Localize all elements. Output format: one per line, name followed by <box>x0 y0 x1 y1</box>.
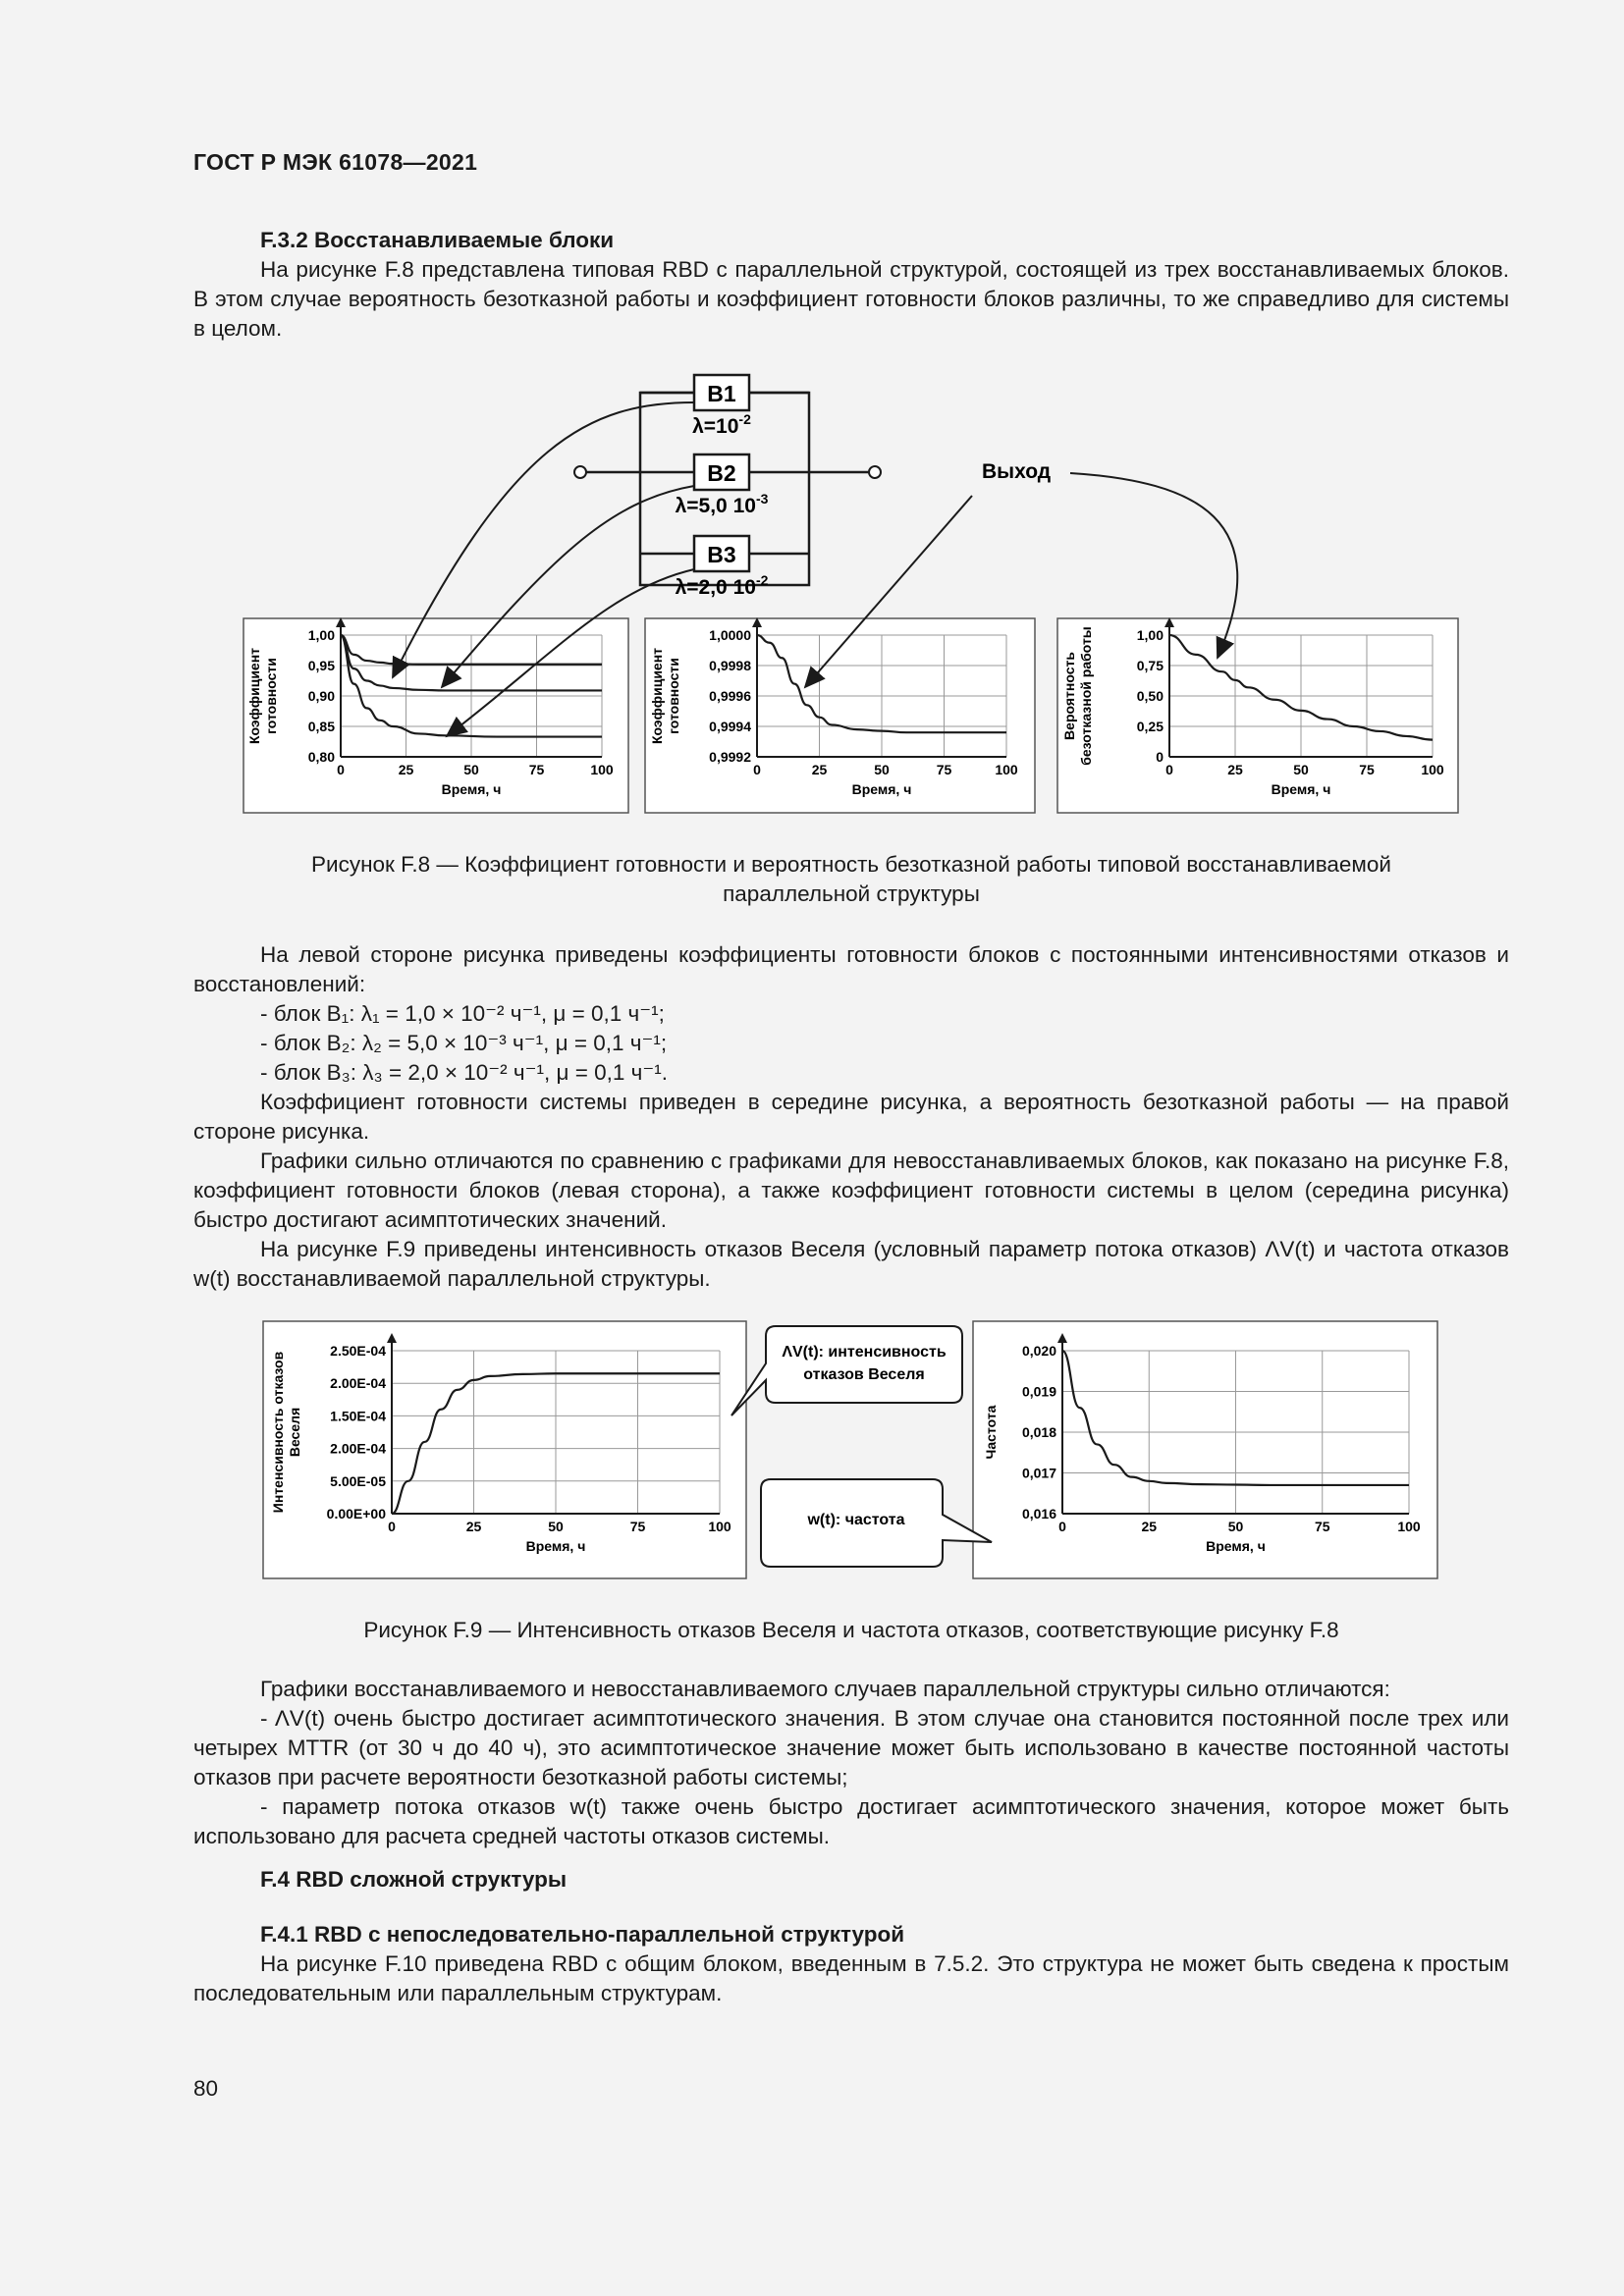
x-tick-label: 0 <box>753 762 761 777</box>
fig9-charts <box>0 1319 1624 1584</box>
chart-0 <box>244 617 628 813</box>
section-f32 <box>193 226 1509 344</box>
fig8-caption-line1: Рисунок F.8 — Коэффициент готовности и вероятность безотказной работы типовой восстанавливаемой <box>311 852 1391 877</box>
block-b3-lambda: λ=2,0 10 <box>675 576 756 599</box>
x-tick-label: 75 <box>629 1519 646 1534</box>
fig9-caption: Рисунок F.9 — Интенсивность отказов Веселя и частота отказов, соответствующие рисунку F.8 <box>363 1618 1339 1642</box>
x-tick-label: 0 <box>388 1519 396 1534</box>
annotation-vesely-text: ΛV(t): интенсивность <box>782 1344 947 1361</box>
y-tick-label: 0,50 <box>1136 688 1164 704</box>
chart-frame <box>1057 618 1458 813</box>
paragraph: Графики сильно отличаются по сравнению с графиками для невосстанавливаемых блоков, как показано на рисунке F.8, коэффициент готовности блоков (левая сторона), а также коэффициент готовности системы в целом (середина рисунка) быстро достигают асимптотических значений. <box>193 1148 1509 1232</box>
list-item: - параметр потока отказов w(t) также очень быстро достигает асимптотического значения, которое может быть использовано для расчета средней частоты отказов системы. <box>193 1794 1509 1848</box>
x-tick-label: 100 <box>995 762 1018 777</box>
y-tick-label: 0,9994 <box>709 719 751 734</box>
block-b3-exp: -2 <box>755 572 769 588</box>
y-tick-label: 0,85 <box>307 719 335 734</box>
x-tick-label: 25 <box>398 762 414 777</box>
paragraph: На левой стороне рисунка приведены коэффициенты готовности блоков с постоянными интенсивностями отказов и восстановлений: <box>193 942 1509 996</box>
chart-3 <box>263 1321 746 1578</box>
y-axis-label: Вероятностьбезотказной работы <box>1061 626 1094 766</box>
list-item: - блок B₂: λ₂ = 5,0 × 10⁻³ ч⁻¹, μ = 0,1 ч⁻¹; <box>260 1031 668 1055</box>
list-item: - блок B₁: λ₁ = 1,0 × 10⁻² ч⁻¹, μ = 0,1 ч⁻¹; <box>260 1001 665 1026</box>
x-tick-label: 100 <box>708 1519 731 1534</box>
y-axis-label: Коэффициентготовности <box>649 647 681 745</box>
y-tick-label: 0,90 <box>307 688 335 704</box>
y-tick-label: 0,9992 <box>709 749 751 765</box>
block-b1-exp: -2 <box>738 411 751 427</box>
block-b3-label: B3 <box>707 542 736 567</box>
x-axis-label: Время, ч <box>851 781 912 797</box>
y-tick-label: 0,95 <box>307 658 335 673</box>
y-axis-label: Коэффициентготовности <box>246 647 279 745</box>
page-number: 80 <box>193 2076 219 2101</box>
x-tick-label: 75 <box>1359 762 1375 777</box>
section-f4 <box>193 1865 1509 1895</box>
y-tick-label: 0,018 <box>1021 1424 1056 1440</box>
block-b2 <box>676 454 769 517</box>
y-tick-label: 1,00 <box>1136 627 1164 643</box>
chart-2 <box>1057 617 1458 813</box>
x-tick-label: 25 <box>1227 762 1243 777</box>
paragraph: На рисунке F.10 приведена RBD с общим блоком, введенным в 7.5.2. Это структура не может быть сведена к простым последовательным или параллельным структурам. <box>193 1951 1509 2005</box>
annotation-frequency <box>761 1479 992 1567</box>
chart-frame <box>244 618 628 813</box>
x-tick-label: 50 <box>874 762 890 777</box>
paragraph: На рисунке F.9 приведены интенсивность отказов Веселя (условный параметр потока отказов) ΛV(t) и частота отказов w(t) восстанавливаемой параллельной структуры. <box>193 1237 1509 1291</box>
y-tick-label: 0,019 <box>1021 1383 1056 1400</box>
x-tick-label: 25 <box>811 762 828 777</box>
x-tick-label: 50 <box>1227 1519 1244 1534</box>
block-b2-lambda: λ=5,0 10 <box>675 495 756 517</box>
y-tick-label: 0,25 <box>1136 719 1164 734</box>
x-tick-label: 75 <box>936 762 952 777</box>
y-tick-label: 0,020 <box>1021 1343 1056 1359</box>
block-b2-label: B2 <box>707 460 736 486</box>
fig8-caption <box>193 850 1509 909</box>
x-tick-label: 100 <box>1421 762 1444 777</box>
list-item: - ΛV(t) очень быстро достигает асимптотического значения. В этом случае она становится постоянной после трех или четырех MTTR (от 30 ч до 40 ч), это асимптотическое значение может быть использовано в качестве постоянной частоты отказов при расчете вероятности безотказной работы системы; <box>193 1706 1509 1789</box>
paragraph: Коэффициент готовности системы приведен в середине рисунка, а вероятность безотказной работы — на правой стороне рисунка. <box>193 1090 1509 1144</box>
x-tick-label: 0 <box>1058 1519 1066 1534</box>
fig8-charts <box>0 609 1624 825</box>
y-tick-label: 5.00E-05 <box>330 1472 386 1489</box>
document-header: ГОСТ Р МЭК 61078—2021 <box>193 149 478 175</box>
paragraph: На рисунке F.8 представлена типовая RBD с параллельной структурой, состоящей из трех восстанавливаемых блоков. В этом случае вероятность безотказной работы и коэффициент готовности блоков различны, то же справедливо для системы в целом. <box>193 257 1509 341</box>
subsection-heading: F.4.1 RBD с непоследовательно-параллельной структурой <box>260 1922 905 1947</box>
chart-frame <box>645 618 1035 813</box>
fig8-caption-line2: параллельной структуры <box>723 881 980 906</box>
svg-text:λ=5,0 10-3 <box>676 491 769 517</box>
y-tick-label: 1.50E-04 <box>330 1408 386 1424</box>
y-tick-label: 1,00 <box>307 627 335 643</box>
chart-4 <box>973 1321 1437 1578</box>
y-axis-label: Интенсивность отказовВеселя <box>270 1351 302 1514</box>
x-tick-label: 50 <box>548 1519 564 1534</box>
y-tick-label: 2.50E-04 <box>330 1343 386 1359</box>
x-tick-label: 100 <box>590 762 614 777</box>
x-tick-label: 25 <box>465 1519 482 1534</box>
paragraph: Графики восстанавливаемого и невосстанавливаемого случаев параллельной структуры сильно отличаются: <box>260 1677 1390 1701</box>
svg-text:λ=2,0 10-2 <box>676 572 769 599</box>
y-tick-label: 0 <box>1156 749 1164 765</box>
rbd-diagram <box>0 363 1624 609</box>
x-axis-label: Время, ч <box>441 781 502 797</box>
x-tick-label: 75 <box>1314 1519 1330 1534</box>
block-b2-exp: -3 <box>755 491 769 507</box>
output-label: Выход <box>982 460 1052 483</box>
y-tick-label: 0,9998 <box>709 658 751 673</box>
x-tick-label: 50 <box>1293 762 1309 777</box>
y-tick-label: 0,9996 <box>709 688 751 704</box>
section-heading: F.4 RBD сложной структуры <box>260 1867 568 1892</box>
x-tick-label: 0 <box>337 762 345 777</box>
chart-1 <box>645 617 1035 813</box>
annotation-vesely <box>731 1326 962 1415</box>
y-tick-label: 0,80 <box>307 749 335 765</box>
x-tick-label: 0 <box>1165 762 1173 777</box>
x-tick-label: 100 <box>1397 1519 1421 1534</box>
para-block-2 <box>193 1675 1509 1851</box>
block-b1 <box>692 375 751 438</box>
y-tick-label: 0,016 <box>1021 1506 1056 1522</box>
block-b3 <box>676 536 769 599</box>
x-tick-label: 50 <box>463 762 479 777</box>
block-b1-label: B1 <box>707 381 736 406</box>
list-item: - блок B₃: λ₃ = 2,0 × 10⁻² ч⁻¹, μ = 0,1 ч⁻¹. <box>260 1060 668 1085</box>
x-tick-label: 75 <box>528 762 545 777</box>
y-tick-label: 0,75 <box>1136 658 1164 673</box>
x-axis-label: Время, ч <box>525 1538 586 1554</box>
y-tick-label: 0,017 <box>1021 1465 1056 1481</box>
annotation-frequency-text: w(t): частота <box>807 1512 905 1528</box>
y-tick-label: 2.00E-04 <box>330 1440 386 1457</box>
y-tick-label: 0.00E+00 <box>326 1506 386 1522</box>
annotation-vesely-text: отказов Веселя <box>803 1366 925 1383</box>
x-axis-label: Время, ч <box>1206 1538 1266 1554</box>
svg-text:λ=10-2 <box>692 411 751 438</box>
x-tick-label: 25 <box>1141 1519 1158 1534</box>
section-f41 <box>193 1920 1509 2008</box>
y-tick-label: 2.00E-04 <box>330 1375 386 1392</box>
section-heading: F.3.2 Восстанавливаемые блоки <box>260 228 615 252</box>
y-axis-label: Частота <box>983 1405 999 1460</box>
para-block-1 <box>193 940 1509 1294</box>
y-tick-label: 1,0000 <box>709 627 751 643</box>
block-b1-lambda: λ=10 <box>692 415 739 438</box>
x-axis-label: Время, ч <box>1271 781 1331 797</box>
